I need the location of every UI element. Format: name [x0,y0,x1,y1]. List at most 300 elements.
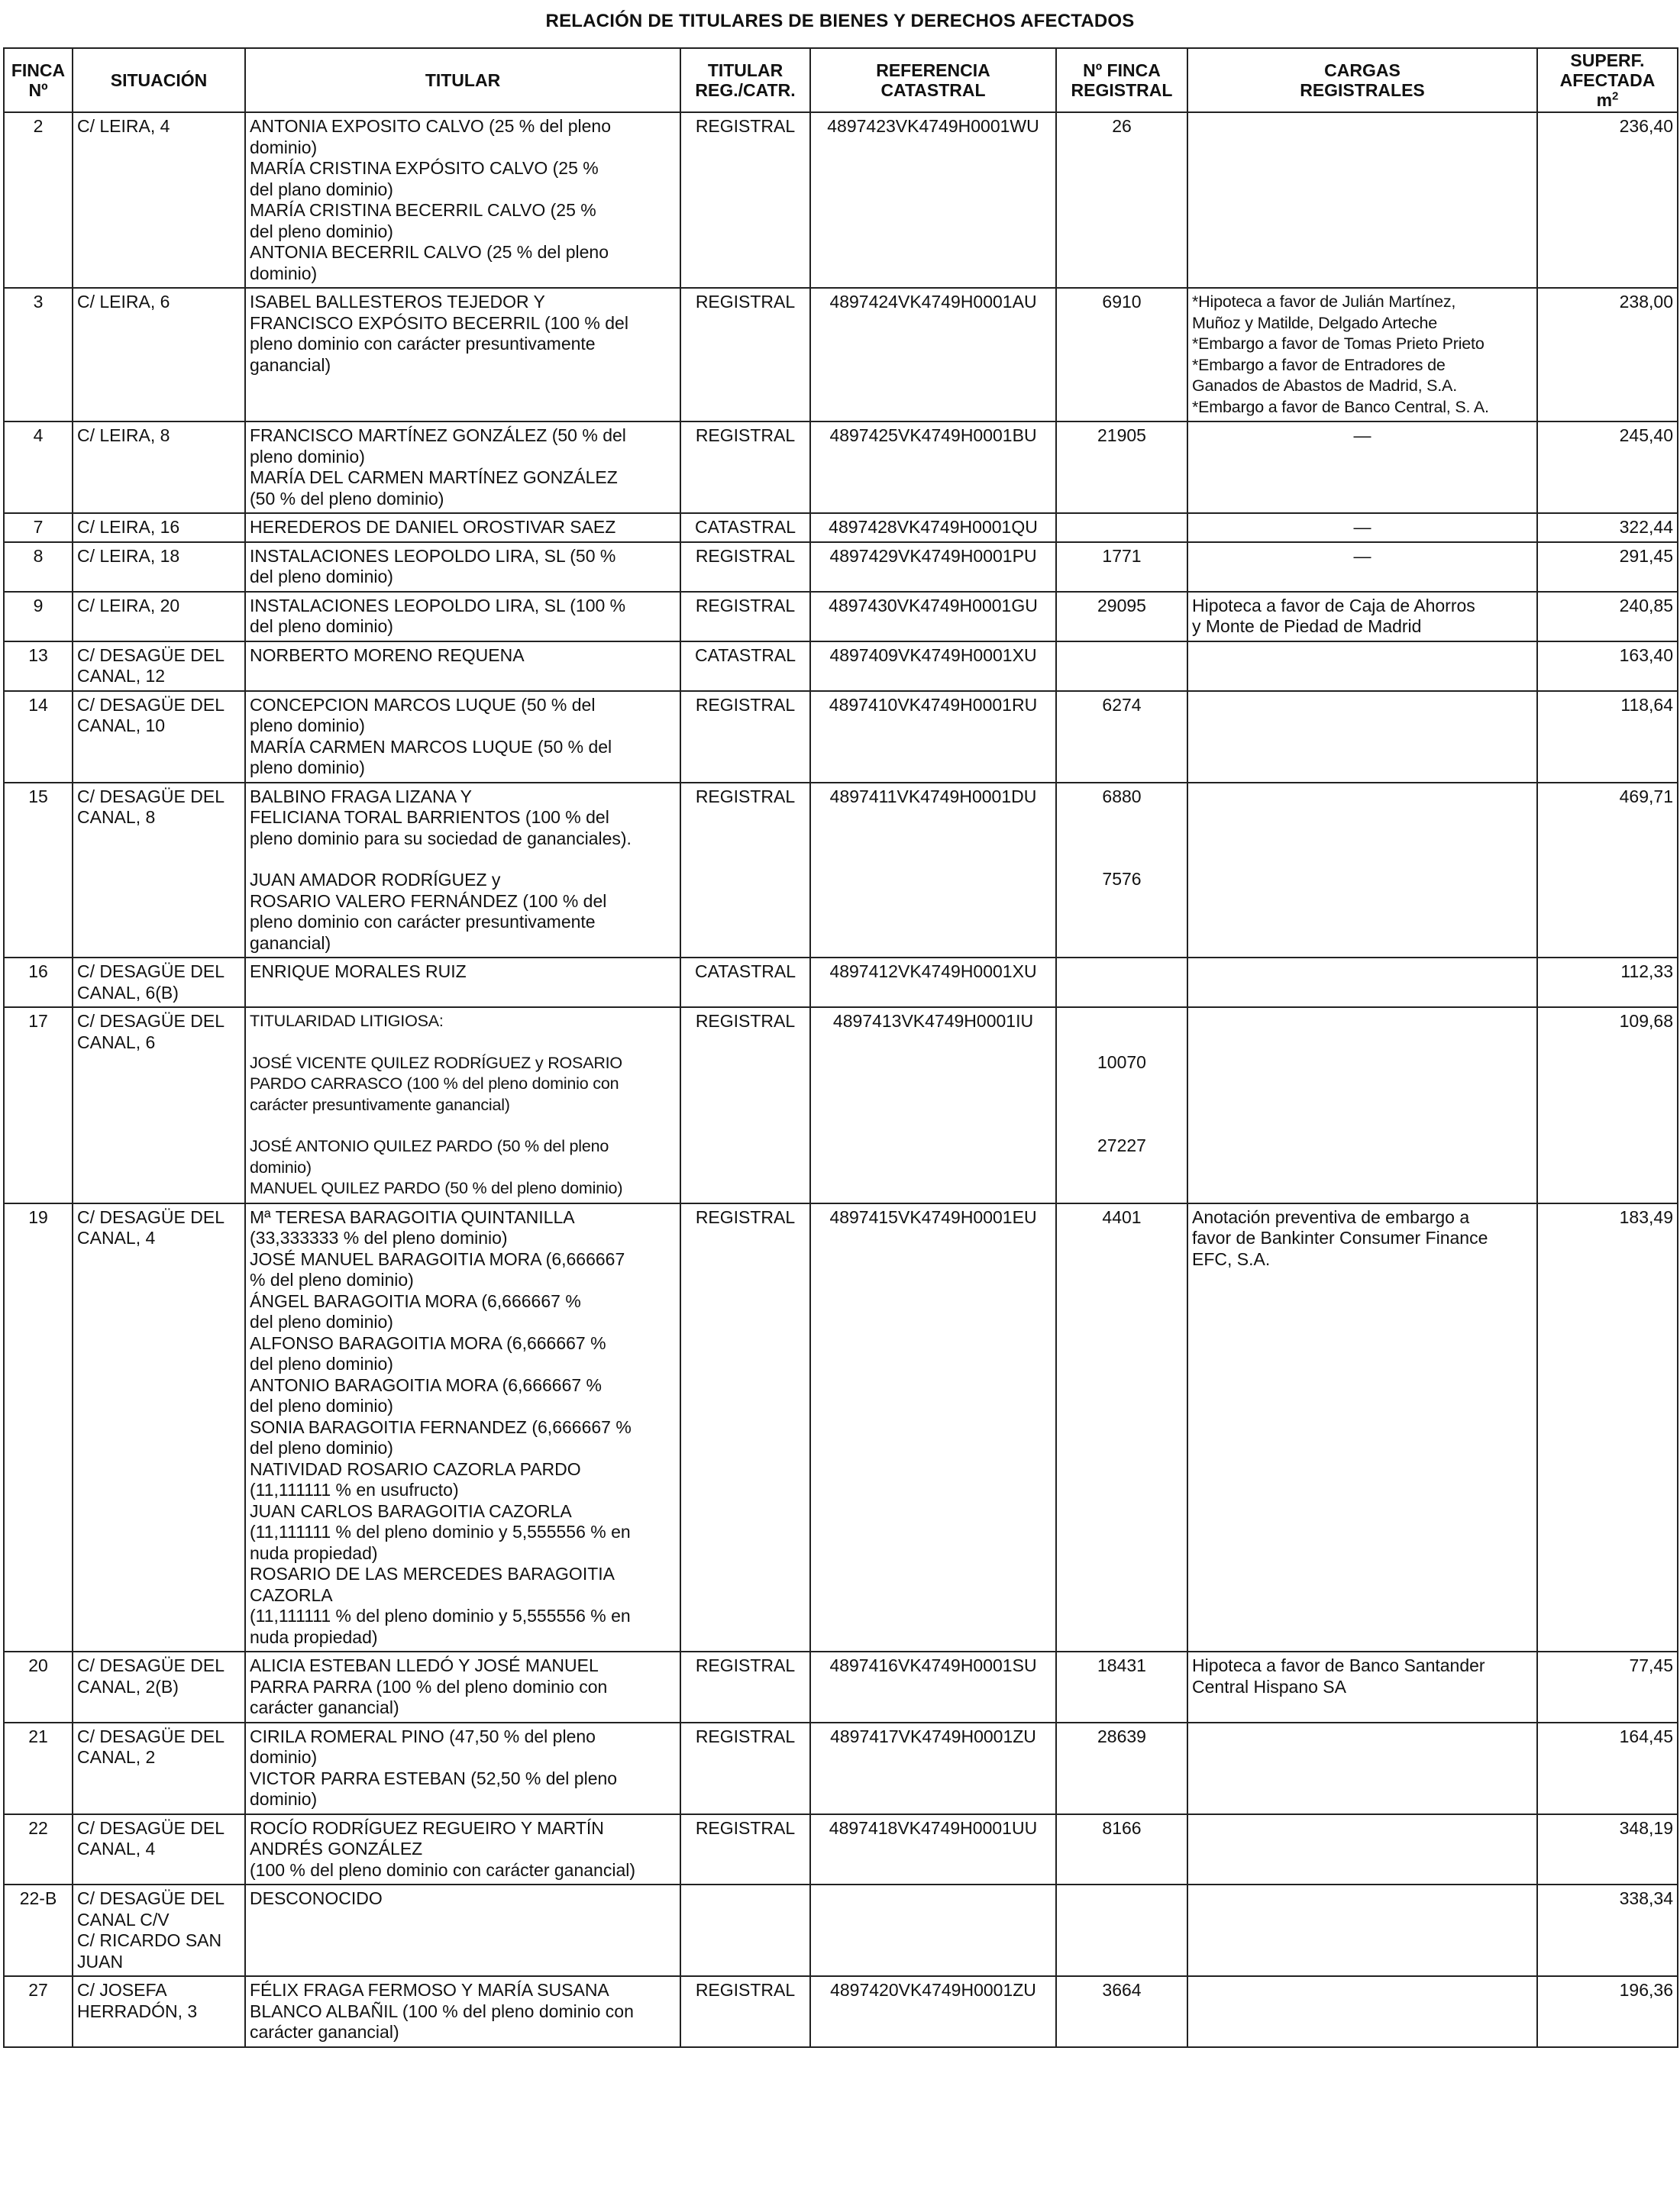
titular-cell-line: del pleno dominio) [250,1312,393,1332]
situacion-cell-line: C/ DESAGÜE DEL [77,1011,225,1031]
titular-cell-line: (11,111111 % en usufructo) [250,1480,459,1500]
finca-registral [1056,542,1187,592]
titular-cell-line: NATIVIDAD ROSARIO CAZORLA PARDO [250,1458,581,1479]
cargas-cell [1187,1203,1537,1652]
situacion-cell [73,783,245,958]
col-header-referencia: REFERENCIA CATASTRAL [810,48,1056,112]
table-row [4,783,1678,958]
superficie-afectada: 238,00 [1537,288,1678,421]
situacion-cell-line: CANAL, 2 [77,1747,156,1767]
situacion-cell [73,592,245,641]
titular-type: REGISTRAL [680,112,810,288]
titular-type: REGISTRAL [680,783,810,958]
table-row [4,1814,1678,1885]
cargas-cell-line: Hipoteca a favor de Caja de Ahorros [1192,595,1475,615]
situacion-cell-line: C/ LEIRA, 20 [77,595,180,615]
finca-registral [1056,783,1187,958]
finca-number: 22-B [4,1885,73,1976]
titular-cell-line: PARDO CARRASCO (100 % del pleno dominio con [250,1074,619,1093]
titular-cell [245,1007,680,1203]
finca-number: 4 [4,421,73,513]
titular-cell-line: TITULARIDAD LITIGIOSA: [250,1012,444,1030]
titular-cell-line: del plano dominio) [250,179,393,199]
titular-cell [245,1814,680,1885]
cargas-cell-line: y Monte de Piedad de Madrid [1192,616,1422,636]
titular-cell-line: ALICIA ESTEBAN LLEDÓ Y JOSÉ MANUEL [250,1655,599,1675]
situacion-cell-line: CANAL, 8 [77,807,156,827]
referencia-catastral: 4897415VK4749H0001EU [810,1203,1056,1652]
titular-type: REGISTRAL [680,1007,810,1203]
situacion-cell-line: CANAL, 12 [77,666,166,686]
situacion-cell-line: C/ LEIRA, 4 [77,116,170,136]
titular-cell-line: del pleno dominio) [250,1396,393,1416]
table-row [4,513,1678,542]
finca-registral-line [1061,1094,1183,1115]
referencia-catastral: 4897424VK4749H0001AU [810,288,1056,421]
situacion-cell-line: C/ DESAGÜE DEL [77,1726,225,1746]
finca-registral-line: 4401 [1102,1206,1142,1227]
finca-registral-line: 29095 [1097,595,1146,615]
referencia-catastral: 4897429VK4749H0001PU [810,542,1056,592]
finca-number: 21 [4,1723,73,1814]
cargas-cell: — [1187,421,1537,513]
titular-cell [245,641,680,691]
titular-cell-line: DESCONOCIDO [250,1888,383,1908]
cargas-cell-line: EFC, S.A. [1192,1248,1271,1269]
titular-cell-line: del pleno dominio) [250,567,393,586]
titular-cell-line: del pleno dominio) [250,616,393,636]
referencia-catastral: 4897411VK4749H0001DU [810,783,1056,958]
titular-cell-line: JOSÉ MANUEL BARAGOITIA MORA (6,666667 [250,1248,625,1269]
situacion-cell [73,1723,245,1814]
titular-cell-line: (11,111111 % del pleno dominio y 5,555556 % en [250,1522,631,1542]
finca-registral-line: 7576 [1102,869,1142,889]
col-header-cargas: CARGAS REGISTRALES [1187,48,1537,112]
titular-type: CATASTRAL [680,958,810,1007]
finca-registral [1056,1885,1187,1976]
titular-cell [245,1652,680,1723]
titular-cell [245,783,680,958]
finca-registral [1056,1976,1187,2047]
titular-cell-line: carácter ganancial) [250,2022,399,2042]
titular-cell-line: nuda propiedad) [250,1626,378,1647]
table-row [4,641,1678,691]
titular-cell-line: JOSÉ VICENTE QUILEZ RODRÍGUEZ y ROSARIO [250,1053,622,1072]
titular-cell-line [250,1116,676,1136]
cargas-cell [1187,783,1537,958]
titular-cell-line: dominio) [250,1158,312,1177]
referencia-catastral: 4897428VK4749H0001QU [810,513,1056,542]
col-header-nfinca: Nº FINCA REGISTRAL [1056,48,1187,112]
table-row [4,1976,1678,2047]
titular-cell-line: INSTALACIONES LEOPOLDO LIRA, SL (100 % [250,595,626,615]
cargas-cell: — [1187,513,1537,542]
finca-number: 2 [4,112,73,288]
titular-cell [245,592,680,641]
col-header-titular-reg: TITULAR REG./CATR. [680,48,810,112]
titular-type: REGISTRAL [680,691,810,783]
titular-cell-line: HEREDEROS DE DANIEL OROSTIVAR SAEZ [250,517,616,537]
cargas-cell [1187,958,1537,1007]
situacion-cell-line: HERRADÓN, 3 [77,2001,198,2021]
titular-cell [245,1885,680,1976]
referencia-catastral [810,1885,1056,1976]
titular-cell-line [250,849,676,870]
finca-registral-line: 6880 [1102,786,1142,806]
finca-registral-line: 1771 [1102,545,1142,566]
titular-cell-line: pleno dominio con carácter presuntivamente [250,334,596,354]
finca-registral-line: 6910 [1102,292,1142,312]
finca-registral [1056,592,1187,641]
finca-registral-line: 6274 [1102,694,1142,715]
cargas-cell [1187,641,1537,691]
superficie-afectada: 291,45 [1537,542,1678,592]
titular-cell [245,1723,680,1814]
cargas-cell-line: Hipoteca a favor de Banco Santander [1192,1655,1485,1675]
finca-number: 14 [4,691,73,783]
situacion-cell [73,513,245,542]
titular-type: REGISTRAL [680,288,810,421]
situacion-cell-line: JUAN [77,1951,124,1972]
titular-cell-line: ANDRÉS GONZÁLEZ [250,1839,423,1859]
cargas-cell-line: Ganados de Abastos de Madrid, S.A. [1192,376,1457,395]
titular-type: REGISTRAL [680,592,810,641]
titular-type: REGISTRAL [680,421,810,513]
titular-cell-line: del pleno dominio) [250,1438,393,1458]
situacion-cell [73,542,245,592]
situacion-cell [73,421,245,513]
titular-cell-line: ganancial) [250,932,331,953]
titular-cell-line: ANTONIA EXPOSITO CALVO (25 % del pleno [250,116,611,136]
referencia-catastral: 4897417VK4749H0001ZU [810,1723,1056,1814]
finca-number: 9 [4,592,73,641]
cargas-cell [1187,1976,1537,2047]
cargas-cell [1187,1885,1537,1976]
finca-registral [1056,1652,1187,1723]
situacion-cell [73,1814,245,1885]
titular-cell-line: MARÍA CRISTINA EXPÓSITO CALVO (25 % [250,158,599,178]
situacion-cell [73,1652,245,1723]
titular-cell-line: ROSARIO VALERO FERNÁNDEZ (100 % del [250,890,607,911]
titular-cell-line: PARRA PARRA (100 % del pleno dominio con [250,1676,608,1697]
titular-cell-line: VICTOR PARRA ESTEBAN (52,50 % del pleno [250,1768,618,1788]
situacion-cell-line: C/ LEIRA, 8 [77,425,170,445]
titular-cell-line: carácter ganancial) [250,1697,399,1717]
titular-cell-line: ROSARIO DE LAS MERCEDES BARAGOITIA [250,1564,615,1584]
titular-cell-line: ganancial) [250,354,331,375]
titular-cell-line: carácter presuntivamente ganancial) [250,1095,510,1114]
finca-registral [1056,1007,1187,1203]
titular-cell [245,421,680,513]
titular-cell-line: dominio) [250,137,318,157]
finca-number: 15 [4,783,73,958]
table-header-row [4,48,1678,112]
situacion-cell-line: CANAL C/V [77,1909,170,1930]
titular-cell-line: CONCEPCION MARCOS LUQUE (50 % del [250,694,596,715]
titular-cell-line: BLANCO ALBAÑIL (100 % del pleno dominio con [250,2001,634,2021]
situacion-cell-line: C/ DESAGÜE DEL [77,786,225,806]
titular-cell-line: FRANCISCO MARTÍNEZ GONZÁLEZ (50 % del [250,425,626,445]
titular-cell-line: ANTONIA BECERRIL CALVO (25 % del pleno [250,242,609,262]
titular-cell [245,288,680,421]
titular-type: REGISTRAL [680,1723,810,1814]
titular-cell-line: NORBERTO MORENO REQUENA [250,644,525,665]
table-row [4,1885,1678,1976]
finca-registral-line [1061,1115,1183,1135]
titular-cell [245,542,680,592]
situacion-cell [73,1885,245,1976]
situacion-cell-line: CANAL, 2(B) [77,1676,179,1697]
titular-cell-line: pleno dominio) [250,446,365,467]
table-row [4,958,1678,1007]
titular-cell-line: ISABEL BALLESTEROS TEJEDOR Y [250,292,545,312]
finca-registral-line [1061,848,1183,869]
table-row [4,1007,1678,1203]
superficie-afectada: 118,64 [1537,691,1678,783]
finca-registral [1056,1723,1187,1814]
situacion-cell-line: CANAL, 6(B) [77,982,179,1003]
table-row [4,542,1678,592]
titular-cell-line: (33,333333 % del pleno dominio) [250,1228,508,1248]
situacion-cell-line: C/ DESAGÜE DEL [77,1655,225,1675]
col-header-superficie: SUPERF. AFECTADA $m^2$ [1537,48,1678,112]
table-row [4,1203,1678,1652]
cargas-cell-line: favor de Bankinter Consumer Finance [1192,1228,1488,1248]
finca-registral-line: 27227 [1097,1135,1146,1155]
finca-number: 19 [4,1203,73,1652]
titular-cell-line: FELICIANA TORAL BARRIENTOS (100 % del [250,807,609,827]
situacion-cell-line: CANAL, 4 [77,1839,156,1859]
titular-type: CATASTRAL [680,513,810,542]
finca-number: 22 [4,1814,73,1885]
finca-number: 17 [4,1007,73,1203]
cargas-cell [1187,1723,1537,1814]
finca-number: 27 [4,1976,73,2047]
superficie-afectada: 240,85 [1537,592,1678,641]
finca-registral-line [1061,807,1183,828]
cargas-cell [1187,1007,1537,1203]
table-row [4,288,1678,421]
situacion-cell [73,112,245,288]
referencia-catastral: 4897425VK4749H0001BU [810,421,1056,513]
situacion-cell-line: C/ DESAGÜE DEL [77,1206,225,1227]
finca-number: 8 [4,542,73,592]
finca-registral-line: 3664 [1102,1980,1142,2000]
situacion-cell-line: C/ LEIRA, 6 [77,292,170,312]
finca-registral-line: 8166 [1102,1817,1142,1838]
titular-cell-line: del pleno dominio) [250,221,393,241]
table-row [4,691,1678,783]
cargas-cell-line: Anotación preventiva de embargo a [1192,1206,1470,1227]
superficie-afectada: 236,40 [1537,112,1678,288]
titular-cell [245,1203,680,1652]
col-header-situacion: SITUACIÓN [73,48,245,112]
titular-cell-line: JUAN CARLOS BARAGOITIA CAZORLA [250,1500,572,1521]
titular-cell-line: del pleno dominio) [250,1354,393,1374]
titular-cell [245,112,680,288]
situacion-cell [73,1007,245,1203]
finca-number: 3 [4,288,73,421]
situacion-cell-line: C/ DESAGÜE DEL [77,1817,225,1838]
superficie-afectada: 163,40 [1537,641,1678,691]
titular-cell-line: SONIA BARAGOITIA FERNANDEZ (6,666667 % [250,1416,632,1437]
referencia-catastral: 4897410VK4749H0001RU [810,691,1056,783]
titular-cell-line: (50 % del pleno dominio) [250,488,444,509]
titular-cell-line: JOSÉ ANTONIO QUILEZ PARDO (50 % del pleno [250,1137,609,1155]
finca-registral [1056,288,1187,421]
titular-cell-line: CIRILA ROMERAL PINO (47,50 % del pleno [250,1726,596,1746]
titular-cell-line: FRANCISCO EXPÓSITO BECERRIL (100 % del [250,312,628,333]
cargas-cell-line: *Embargo a favor de Banco Central, S. A. [1192,397,1489,416]
titular-cell [245,958,680,1007]
table-row [4,1723,1678,1814]
superficie-afectada: 469,71 [1537,783,1678,958]
titular-cell-line: ÁNGEL BARAGOITIA MORA (6,666667 % [250,1290,581,1311]
titular-cell-line: pleno dominio) [250,715,365,735]
referencia-catastral: 4897416VK4749H0001SU [810,1652,1056,1723]
titular-cell-line: nuda propiedad) [250,1542,378,1563]
finca-registral-line: 28639 [1097,1726,1146,1746]
cargas-cell-line: Muñoz y Matilde, Delgado Arteche [1192,313,1438,332]
titular-cell-line: pleno dominio con carácter presuntivamente [250,912,596,932]
titular-cell-line: dominio) [250,1789,318,1809]
situacion-cell [73,641,245,691]
cargas-cell-line: Central Hispano SA [1192,1676,1346,1697]
referencia-catastral: 4897409VK4749H0001XU [810,641,1056,691]
table-body [4,112,1678,2047]
table-row [4,1652,1678,1723]
finca-registral [1056,1203,1187,1652]
titular-cell-line: FÉLIX FRAGA FERMOSO Y MARÍA SUSANA [250,1980,609,2000]
referencia-catastral: 4897412VK4749H0001XU [810,958,1056,1007]
finca-registral-line: 21905 [1097,425,1146,445]
referencia-catastral: 4897423VK4749H0001WU [810,112,1056,288]
cargas-cell [1187,592,1537,641]
titular-cell-line: ANTONIO BARAGOITIA MORA (6,666667 % [250,1374,603,1395]
titular-type: REGISTRAL [680,1976,810,2047]
titular-cell-line: CAZORLA [250,1584,333,1605]
finca-registral [1056,641,1187,691]
situacion-cell-line: CANAL, 6 [77,1032,156,1052]
titular-cell-line: % del pleno dominio) [250,1270,414,1290]
cargas-cell [1187,1652,1537,1723]
finca-registral-line [1061,828,1183,848]
situacion-cell-line: C/ LEIRA, 16 [77,517,180,537]
superficie-afectada: 245,40 [1537,421,1678,513]
titular-type: REGISTRAL [680,1203,810,1652]
superficie-afectada: 348,19 [1537,1814,1678,1885]
titular-cell-line: ALFONSO BARAGOITIA MORA (6,666667 % [250,1332,606,1353]
cargas-cell-line: *Hipoteca a favor de Julián Martínez, [1192,292,1456,311]
situacion-cell-line: C/ JOSEFA [77,1980,167,2000]
titular-cell [245,1976,680,2047]
finca-registral-line [1061,1032,1183,1052]
titular-cell [245,513,680,542]
finca-number: 20 [4,1652,73,1723]
finca-registral [1056,513,1187,542]
col-header-finca: FINCA Nº [4,48,73,112]
situacion-cell-line: C/ DESAGÜE DEL [77,644,225,665]
titular-type [680,1885,810,1976]
referencia-catastral: 4897413VK4749H0001IU [810,1007,1056,1203]
finca-registral [1056,1814,1187,1885]
finca-number: 13 [4,641,73,691]
titular-cell-line: dominio) [250,263,318,283]
superficie-afectada: 112,33 [1537,958,1678,1007]
situacion-cell-line: C/ DESAGÜE DEL [77,694,225,715]
superficie-afectada: 183,49 [1537,1203,1678,1652]
titular-cell-line: (100 % del pleno dominio con carácter ganancial) [250,1859,636,1880]
titular-cell-line: INSTALACIONES LEOPOLDO LIRA, SL (50 % [250,545,616,566]
titular-cell-line: MARÍA CRISTINA BECERRIL CALVO (25 % [250,200,596,220]
situacion-cell [73,958,245,1007]
finca-registral-line [1061,1074,1183,1094]
cargas-cell [1187,288,1537,421]
finca-number: 16 [4,958,73,1007]
col-header-titular: TITULAR [245,48,680,112]
titular-cell-line: MANUEL QUILEZ PARDO (50 % del pleno dominio) [250,1179,623,1197]
titular-type: REGISTRAL [680,1652,810,1723]
table-row [4,592,1678,641]
titular-type: REGISTRAL [680,542,810,592]
cargas-cell [1187,112,1537,288]
titular-cell-line: dominio) [250,1747,318,1767]
situacion-cell-line: C/ LEIRA, 18 [77,545,180,566]
finca-number: 7 [4,513,73,542]
titular-cell-line: MARÍA DEL CARMEN MARTÍNEZ GONZÁLEZ [250,467,618,487]
finca-registral [1056,958,1187,1007]
owners-table [3,47,1678,2048]
finca-registral [1056,691,1187,783]
table-row [4,421,1678,513]
situacion-cell [73,1203,245,1652]
titular-cell-line: Mª TERESA BARAGOITIA QUINTANILLA [250,1206,575,1227]
titular-cell-line: JUAN AMADOR RODRÍGUEZ y [250,870,501,890]
titular-cell-line [250,1032,676,1053]
situacion-cell [73,1976,245,2047]
finca-registral-line [1061,1011,1183,1032]
cargas-cell: — [1187,542,1537,592]
referencia-catastral: 4897418VK4749H0001UU [810,1814,1056,1885]
table-row [4,112,1678,288]
finca-registral-line: 18431 [1097,1655,1146,1675]
superficie-afectada: 109,68 [1537,1007,1678,1203]
cargas-cell [1187,1814,1537,1885]
finca-registral-line: 10070 [1097,1052,1146,1072]
superficie-afectada: 322,44 [1537,513,1678,542]
situacion-cell-line: CANAL, 10 [77,715,166,735]
finca-registral [1056,112,1187,288]
titular-cell-line: MARÍA CARMEN MARCOS LUQUE (50 % del [250,736,612,757]
titular-cell-line: pleno dominio) [250,757,365,777]
situacion-cell-line: CANAL, 4 [77,1228,156,1248]
situacion-cell [73,691,245,783]
situacion-cell-line: C/ DESAGÜE DEL [77,961,225,981]
referencia-catastral: 4897420VK4749H0001ZU [810,1976,1056,2047]
cargas-cell [1187,691,1537,783]
titular-type: CATASTRAL [680,641,810,691]
cargas-cell-line: *Embargo a favor de Entradores de [1192,355,1446,374]
titular-cell-line: BALBINO FRAGA LIZANA Y [250,786,473,806]
finca-registral [1056,421,1187,513]
superficie-afectada: 338,34 [1537,1885,1678,1976]
superficie-afectada: 164,45 [1537,1723,1678,1814]
situacion-cell-line: C/ RICARDO SAN [77,1930,222,1950]
titular-cell-line: ENRIQUE MORALES RUIZ [250,961,467,981]
superficie-afectada: 77,45 [1537,1652,1678,1723]
situacion-cell [73,288,245,421]
document-title: RELACIÓN DE TITULARES DE BIENES Y DERECHOS AFECTADOS [545,11,1135,31]
